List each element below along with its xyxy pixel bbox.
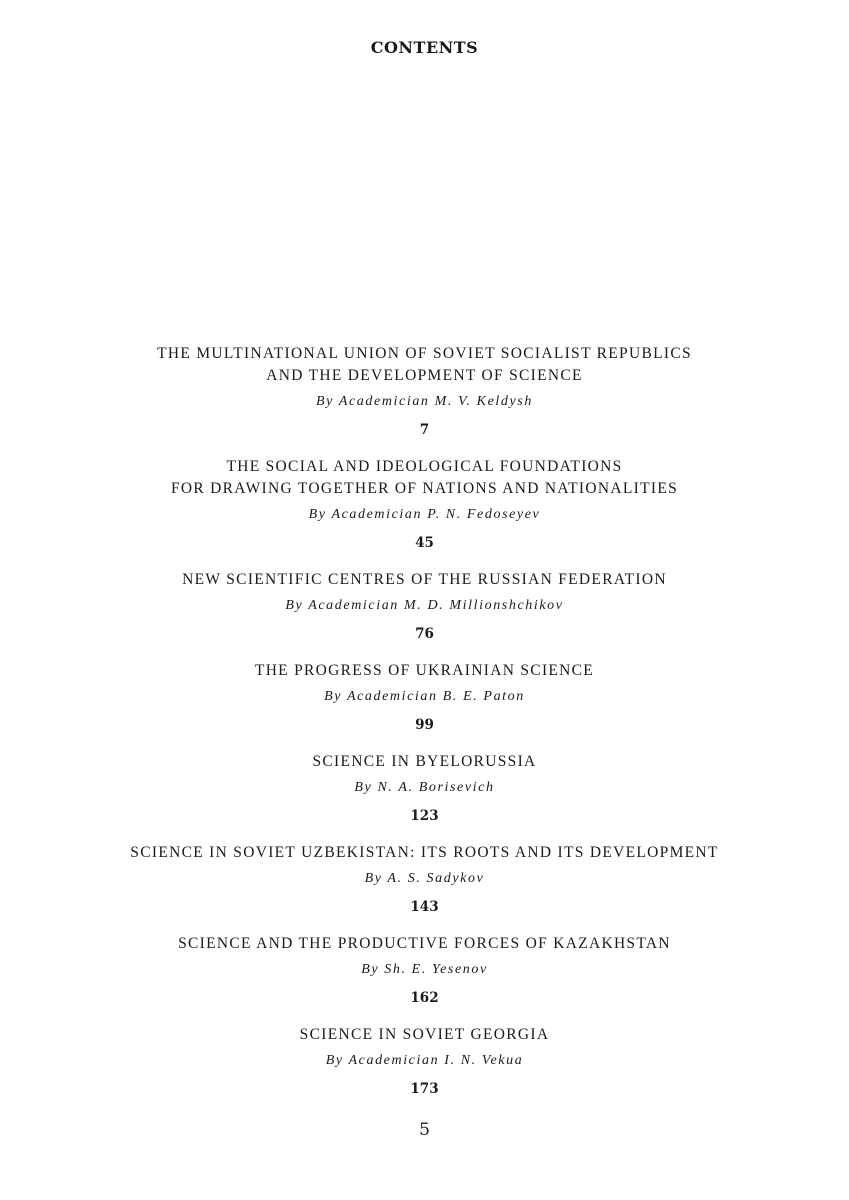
- toc-entry-2: [0, 456, 849, 553]
- table-of-contents: [0, 343, 849, 1115]
- entry-title: SCIENCE IN BYELORUSSIA: [312, 753, 537, 770]
- toc-entry-8: [0, 1024, 849, 1099]
- entry-author: By Academician P. N. Fedoseyev: [308, 507, 541, 522]
- toc-entry-5: [0, 751, 849, 826]
- page-number-folio: 5: [419, 1120, 430, 1140]
- toc-entry-6: [0, 842, 849, 917]
- entry-author: By N. A. Borisevich: [354, 780, 495, 795]
- entry-author: By Academician M. D. Millionshchikov: [285, 598, 564, 613]
- entry-page-number: 76: [415, 626, 434, 642]
- toc-entry-7: [0, 933, 849, 1008]
- contents-heading: CONTENTS: [370, 38, 479, 57]
- entry-author: By Sh. E. Yesenov: [361, 962, 488, 977]
- entry-title: SCIENCE IN SOVIET UZBEKISTAN: ITS ROOTS AND ITS DEVELOPMENT: [130, 844, 719, 861]
- entry-page-number: 45: [415, 535, 434, 551]
- entry-page-number: 173: [410, 1081, 439, 1097]
- toc-entry-1: [0, 343, 849, 440]
- entry-title: SCIENCE AND THE PRODUCTIVE FORCES OF KAZAKHSTAN: [178, 935, 671, 952]
- entry-page-number: 162: [410, 990, 439, 1006]
- entry-author: By A. S. Sadykov: [364, 871, 485, 886]
- entry-title: NEW SCIENTIFIC CENTRES OF THE RUSSIAN FEDERATION: [182, 571, 667, 588]
- entry-page-number: 123: [410, 808, 439, 824]
- toc-entry-4: [0, 660, 849, 735]
- entry-page-number: 143: [410, 899, 439, 915]
- entry-page-number: 7: [419, 422, 430, 438]
- entry-title: THE PROGRESS OF UKRAINIAN SCIENCE: [254, 662, 595, 679]
- entry-title: THE SOCIAL AND IDEOLOGICAL FOUNDATIONS FOR DRAWING TOGETHER OF NATIONS AND NATIONALITIES: [170, 458, 679, 497]
- entry-title: THE MULTINATIONAL UNION OF SOVIET SOCIALIST REPUBLICS AND THE DEVELOPMENT OF SCIENCE: [157, 345, 692, 384]
- toc-entry-3: [0, 569, 849, 644]
- entry-author: By Academician B. E. Paton: [324, 689, 525, 704]
- entry-author: By Academician M. V. Keldysh: [316, 394, 533, 409]
- entry-page-number: 99: [415, 717, 434, 733]
- entry-author: By Academician I. N. Vekua: [325, 1053, 524, 1068]
- entry-title: SCIENCE IN SOVIET GEORGIA: [299, 1026, 550, 1043]
